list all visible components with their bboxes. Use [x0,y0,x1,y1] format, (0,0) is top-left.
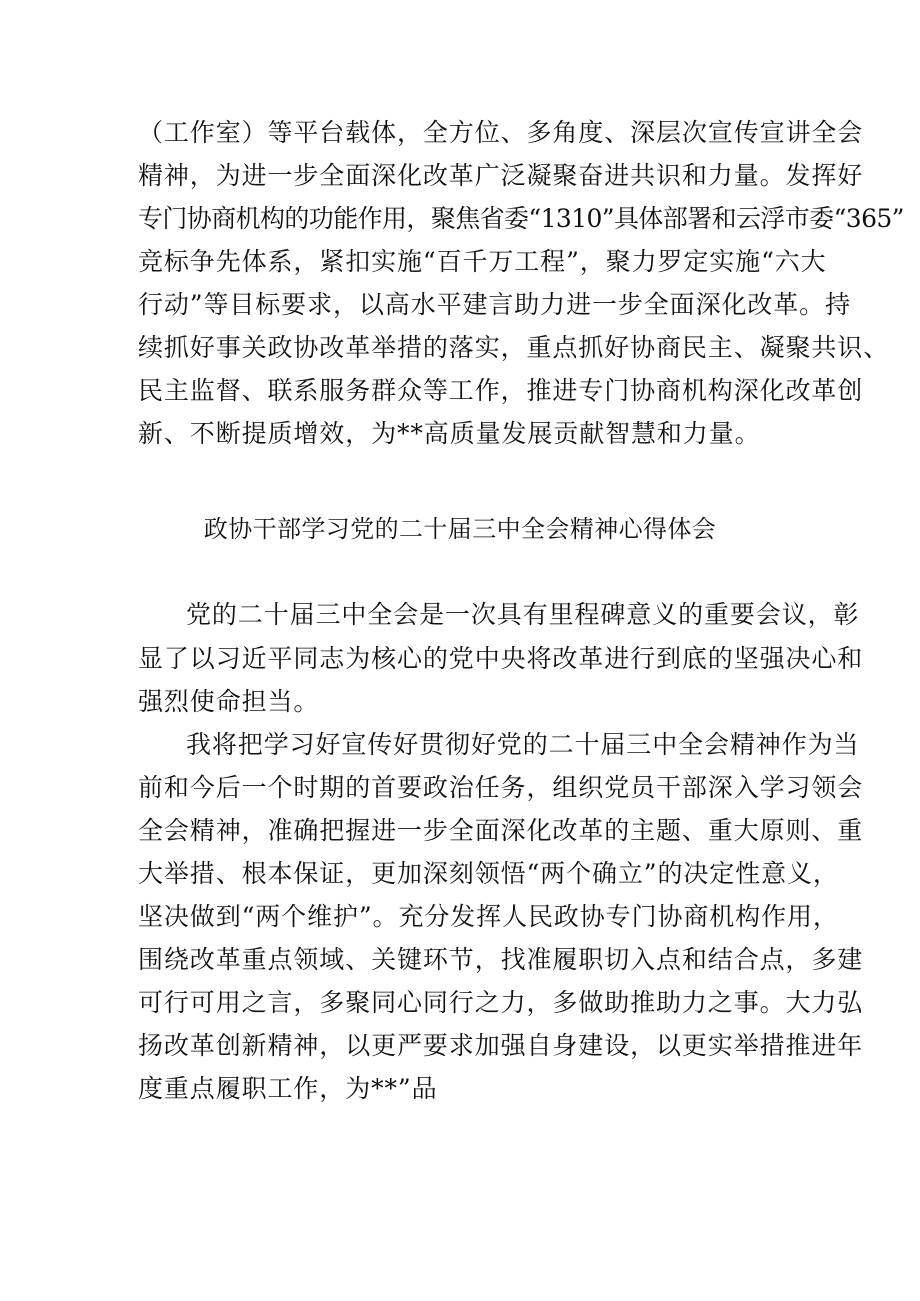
text-line: 可行可用之言，多聚同心同行之力，多做助推助力之事。大力弘 [138,988,864,1017]
text-line: 专门协商机构的功能作用，聚焦省委“1310”具体部署和云浮市委“365” [138,204,904,233]
article-title: 政协干部学习党的二十届三中全会精神心得体会 [203,515,717,543]
text-line: 我将把学习好宣传好贯彻好党的二十届三中全会精神作为当 [186,730,860,759]
text-line: 全会精神，准确把握进一步全面深化改革的主题、重大原则、重 [138,816,864,845]
text-line: 竞标争先体系，紧扣实施“百千万工程”，聚力罗定实施“六大 [138,247,827,276]
text-line: 度重点履职工作，为**”品 [138,1074,438,1103]
text-line: 显了以习近平同志为核心的党中央将改革进行到底的坚强决心和 [138,644,864,673]
text-line: 大举措、根本保证，更加深刻领悟“两个确立”的决定性意义， [138,859,839,888]
text-line: 新、不断提质增效，为**高质量发展贡献智慧和力量。 [138,419,761,448]
text-line: 民主监督、联系服务群众等工作，推进专门协商机构深化改革创 [138,376,864,405]
text-line: 行动”等目标要求，以高水平建言助力进一步全面深化改革。持 [138,290,851,319]
text-line: （工作室）等平台载体，全方位、多角度、深层次宣传宣讲全会 [138,118,864,147]
text-line: 坚决做到“两个维护”。充分发挥人民政协专门协商机构作用， [138,902,839,931]
text-line: 强烈使命担当。 [138,687,320,716]
text-line: 围绕改革重点领域、关键环节，找准履职切入点和结合点，多建 [138,945,864,974]
text-line: 精神，为进一步全面深化改革广泛凝聚奋进共识和力量。发挥好 [138,161,864,190]
text-line: 党的二十届三中全会是一次具有里程碑意义的重要会议，彰 [186,600,860,629]
text-line: 扬改革创新精神，以更严要求加强自身建设，以更实举措推进年 [138,1031,864,1060]
text-line: 续抓好事关政协改革举措的落实，重点抓好协商民主、凝聚共识、 [138,333,890,362]
text-line: 前和今后一个时期的首要政治任务，组织党员干部深入学习领会 [138,773,864,802]
